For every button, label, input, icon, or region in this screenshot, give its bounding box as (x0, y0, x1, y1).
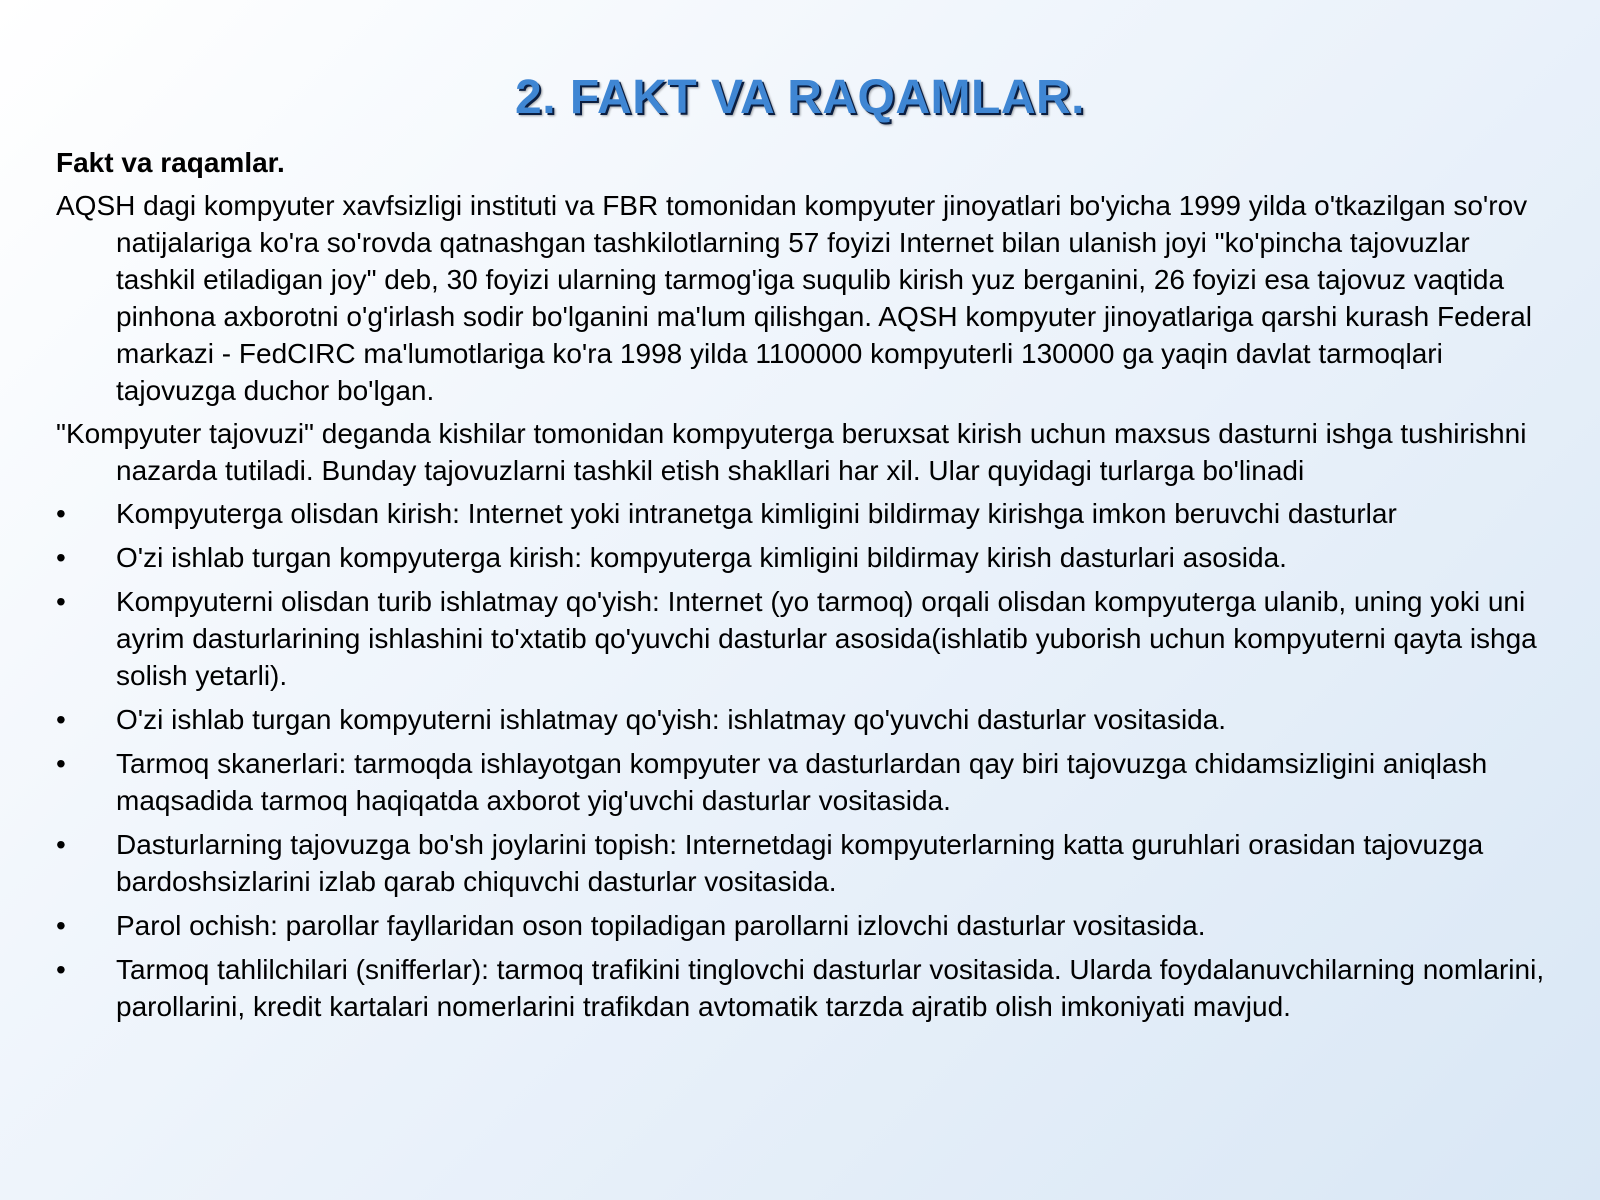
slide-title: 2. FAKT VA RAQAMLAR. (515, 71, 1085, 124)
list-item-text: O'zi ishlab turgan kompyuterni ishlatmay qo'yish: ishlatmay qo'yuvchi dasturlar vositasida. (116, 704, 1227, 735)
list-item-text: Tarmoq skanerlari: tarmoqda ishlayotgan kompyuter va dasturlardan qay biri tajovuzga chidamsizligini aniqlash maqsadida tarmoq haqiqatda axborot yig'uvchi dasturlar vositasida. (116, 748, 1488, 816)
bullet-icon: • (56, 748, 66, 779)
bullet-icon: • (56, 542, 66, 573)
list-item (56, 583, 1556, 694)
list-item-text: O'zi ishlab turgan kompyuterga kirish: kompyuterga kimligini bildirmay kirish dasturlari asosida. (116, 542, 1287, 573)
bullet-icon: • (56, 910, 66, 941)
bullet-icon: • (56, 586, 66, 617)
bullet-icon: • (56, 498, 66, 529)
bullet-icon: • (56, 954, 66, 985)
paragraph-statistics: AQSH dagi kompyuter xavfsizligi instituti va FBR tomonidan kompyuter jinoyatlari bo'yicha 1999 yilda o'tkazilgan so'rov natijalariga ko'ra so'rovda qatnashgan tashkilotlarning 57 foyizi Internet bilan ulanish joyi "ko'pincha tajovuzlar tashkil etiladigan joy" deb, 30 foyizi ularning tarmog'iga suqulib kirish yuz berganini, 26 foyizi esa tajovuz vaqtida pinhona axborotni o'g'irlash sodir bo'lganini ma'lum qilishgan. AQSH kompyuter jinoyatlariga qarshi kurash Federal markazi - FedCIRC ma'lumotlariga ko'ra 1998 yilda 1100000 kompyuterli 130000 ga yaqin davlat tarmoqlari tajovuzga duchor bo'lgan. (56, 190, 1532, 406)
list-item-text: Parol ochish: parollar fayllaridan oson topiladigan parollarni izlovchi dasturlar vositasida. (116, 910, 1206, 941)
bullet-icon: • (56, 704, 66, 735)
list-item-text: Kompyuterga olisdan kirish: Internet yoki intranetga kimligini bildirmay kirishga imkon beruvchi dasturlar (116, 498, 1397, 529)
slide-content (56, 144, 1556, 1032)
list-item (56, 826, 1556, 900)
attack-types-list (56, 495, 1556, 1025)
list-item (56, 539, 1556, 576)
list-item-text: Dasturlarning tajovuzga bo'sh joylarini topish: Internetdagi kompyuterlarning katta guruhlari orasidan tajovuzga bardoshsizlarini izlab qarab chiquvchi dasturlar vositasida. (116, 829, 1484, 897)
list-item (56, 907, 1556, 944)
list-item-text: Kompyuterni olisdan turib ishlatmay qo'yish: Internet (yo tarmoq) orqali olisdan kompyuterga ulanib, uning yoki uni ayrim dasturlarining ishlashini to'xtatib qo'yuvchi dasturlar asosida(ishlatib yuborish uchun kompyuterni qayta ishga solish yetarli). (116, 586, 1537, 691)
list-item (56, 951, 1556, 1025)
list-item-text: Tarmoq tahlilchilari (snifferlar): tarmoq trafikini tinglovchi dasturlar vositasida. Ularda foydalanuvchilarning nomlarini, parollarini, kredit kartalari nomerlarini trafikdan avtomatik tarzda ajratib olish imkoniyati mavjud. (116, 954, 1545, 1022)
list-item (56, 701, 1556, 738)
paragraph-attack-definition: "Kompyuter tajovuzi" deganda kishilar tomonidan kompyuterga beruxsat kirish uchun maxsus dasturni ishga tushirishni nazarda tutiladi. Bunday tajovuzlarni tashkil etish shakllari har xil. Ular quyidagi turlarga bo'linadi (56, 418, 1527, 486)
list-item (56, 495, 1556, 532)
list-item (56, 745, 1556, 819)
section-heading: Fakt va raqamlar. (56, 147, 285, 178)
bullet-icon: • (56, 829, 66, 860)
